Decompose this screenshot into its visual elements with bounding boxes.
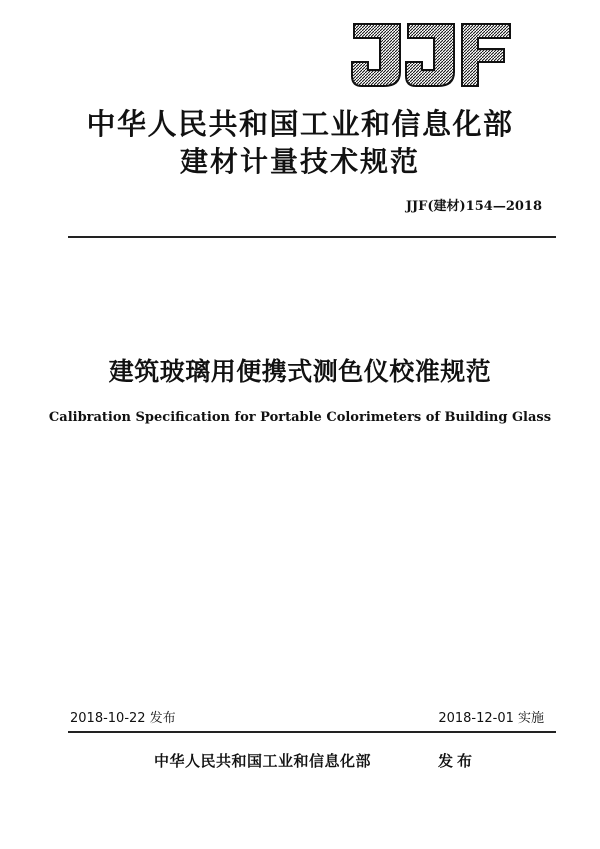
bottom-divider bbox=[68, 731, 556, 733]
ministry-name: 中华人民共和国工业和信息化部 bbox=[86, 107, 514, 141]
specification-code: JJF(建材)154—2018 bbox=[405, 199, 542, 214]
jjf-logo bbox=[350, 22, 512, 88]
document-title-english: Calibration Specification for Portable Colorimeters of Building Glass bbox=[48, 410, 552, 425]
issue-date: 2018-10-22 发布 bbox=[70, 711, 176, 726]
document-title-chinese: 建筑玻璃用便携式测色仪校准规范 bbox=[108, 357, 492, 386]
publish-label: 发布 bbox=[438, 752, 477, 770]
specification-category: 建材计量技术规范 bbox=[179, 145, 420, 178]
top-divider bbox=[68, 236, 556, 238]
implementation-date: 2018-12-01 实施 bbox=[438, 711, 544, 726]
publisher-name: 中华人民共和国工业和信息化部 bbox=[154, 752, 372, 770]
